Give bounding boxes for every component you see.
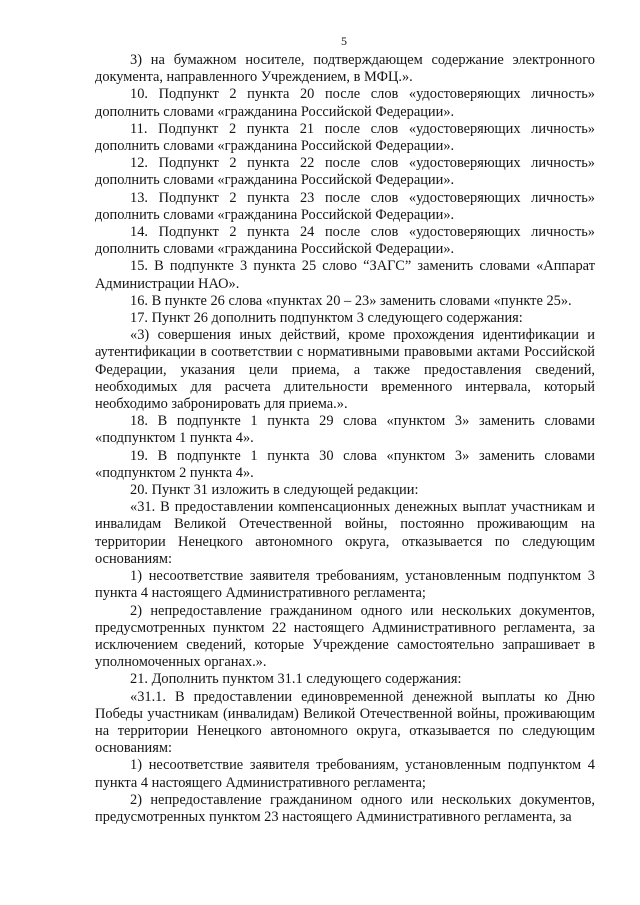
paragraph: 21. Дополнить пунктом 31.1 следующего содержания: <box>130 671 462 688</box>
paragraph: 19. В подпункте 1 пункта 30 слова «пунктом 3» заменить словами «подпунктом 2 пункта 4». <box>95 447 595 481</box>
paragraph: 18. В подпункте 1 пункта 29 слова «пунктом 3» заменить словами «подпунктом 1 пункта 4». <box>95 413 595 447</box>
paragraph: 2) непредоставление гражданином одного или нескольких документов, предусмотренных пунктом 23 настоящего Административного регламента, за <box>95 791 595 825</box>
paragraph: 2) непредоставление гражданином одного или нескольких документов, предусмотренных пунктом 22 настоящего Административного регламента, за исключением сведений, которые Учреждение самостоятельно запрашивает в уполномоченных органах.». <box>95 602 595 671</box>
paragraph: «3) совершения иных действий, кроме прохождения идентификации и аутентификации в соответствии с нормативными правовыми актами Российской Федерации, указания цели приема, а также предоставления сведений, необходимых для расчета длительности временного интервала, который необходимо забронировать для приема.». <box>95 327 595 413</box>
paragraph: 3) на бумажном носителе, подтверждающем содержание электронного документа, направленного Учреждением, в МФЦ.». <box>95 52 595 86</box>
document-body <box>95 52 595 826</box>
paragraph: 1) несоответствие заявителя требованиям, установленным подпунктом 4 пункта 4 настоящего Административного регламента; <box>95 757 595 791</box>
paragraph: 15. В подпункте 3 пункта 25 слово “ЗАГС” заменить словами «Аппарат Администрации НАО». <box>95 258 595 292</box>
paragraph: 12. Подпункт 2 пункта 22 после слов «удостоверяющих личность» дополнить словами «гражданина Российской Федерации». <box>95 155 595 189</box>
paragraph: 14. Подпункт 2 пункта 24 после слов «удостоверяющих личность» дополнить словами «гражданина Российской Федерации». <box>95 224 595 258</box>
paragraph: «31. В предоставлении компенсационных денежных выплат участникам и инвалидам Великой Отечественной войны, постоянно проживающим на территории Ненецкого автономного округа, отказывается по следующим основаниям: <box>95 499 595 567</box>
paragraph: 16. В пункте 26 слова «пунктах 20 – 23» заменить словами «пункте 25». <box>130 292 572 309</box>
page-number: 5 <box>341 34 347 48</box>
paragraph: 20. Пункт 31 изложить в следующей редакции: <box>130 482 419 499</box>
paragraph: 13. Подпункт 2 пункта 23 после слов «удостоверяющих личность» дополнить словами «гражданина Российской Федерации». <box>95 189 595 223</box>
paragraph: 11. Подпункт 2 пункта 21 после слов «удостоверяющих личность» дополнить словами «гражданина Российской Федерации». <box>95 120 595 155</box>
paragraph: «31.1. В предоставлении единовременной денежной выплаты ко Дню Победы участникам (инвалидам) Великой Отечественной войны, проживающим на территории Ненецкого автономного округа, отказывается по следующим основаниям: <box>95 688 595 757</box>
paragraph: 1) несоответствие заявителя требованиям, установленным подпунктом 3 пункта 4 настоящего Административного регламента; <box>95 568 595 602</box>
paragraph: 17. Пункт 26 дополнить подпунктом 3 следующего содержания: <box>130 310 523 327</box>
paragraph: 10. Подпункт 2 пункта 20 после слов «удостоверяющих личность» дополнить словами «гражданина Российской Федерации». <box>95 86 595 120</box>
